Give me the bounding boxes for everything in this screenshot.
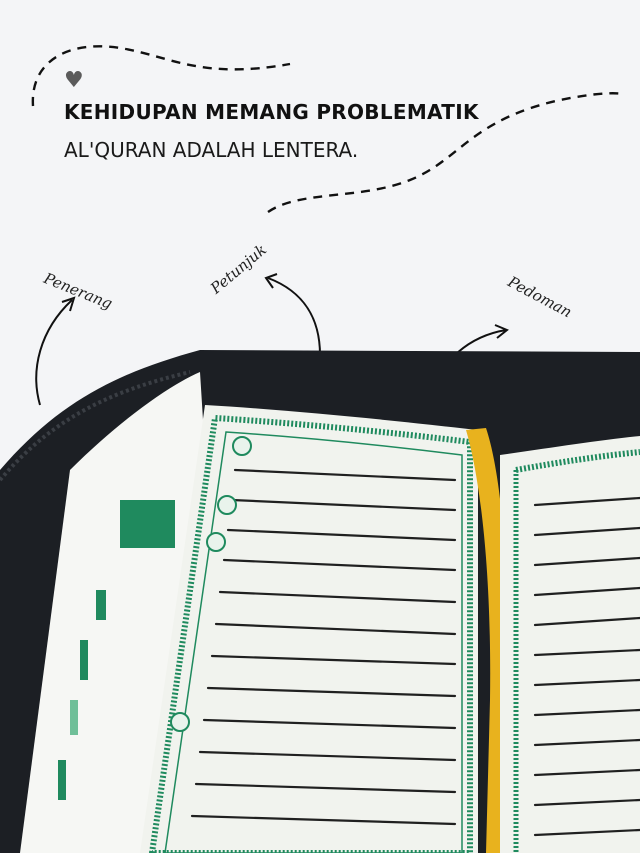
label-petunjuk: Petunjuk <box>207 240 270 298</box>
label-pedoman: Pedoman <box>504 272 575 322</box>
subheadline: AL'QURAN ADALAH LENTERA. <box>64 138 359 162</box>
heart-icon: ♥ <box>64 68 84 93</box>
arrow-left <box>36 300 72 405</box>
label-penerang: Penerang <box>41 269 115 313</box>
arrow-center <box>268 278 320 355</box>
headline: KEHIDUPAN MEMANG PROBLEMATIK <box>64 100 479 124</box>
